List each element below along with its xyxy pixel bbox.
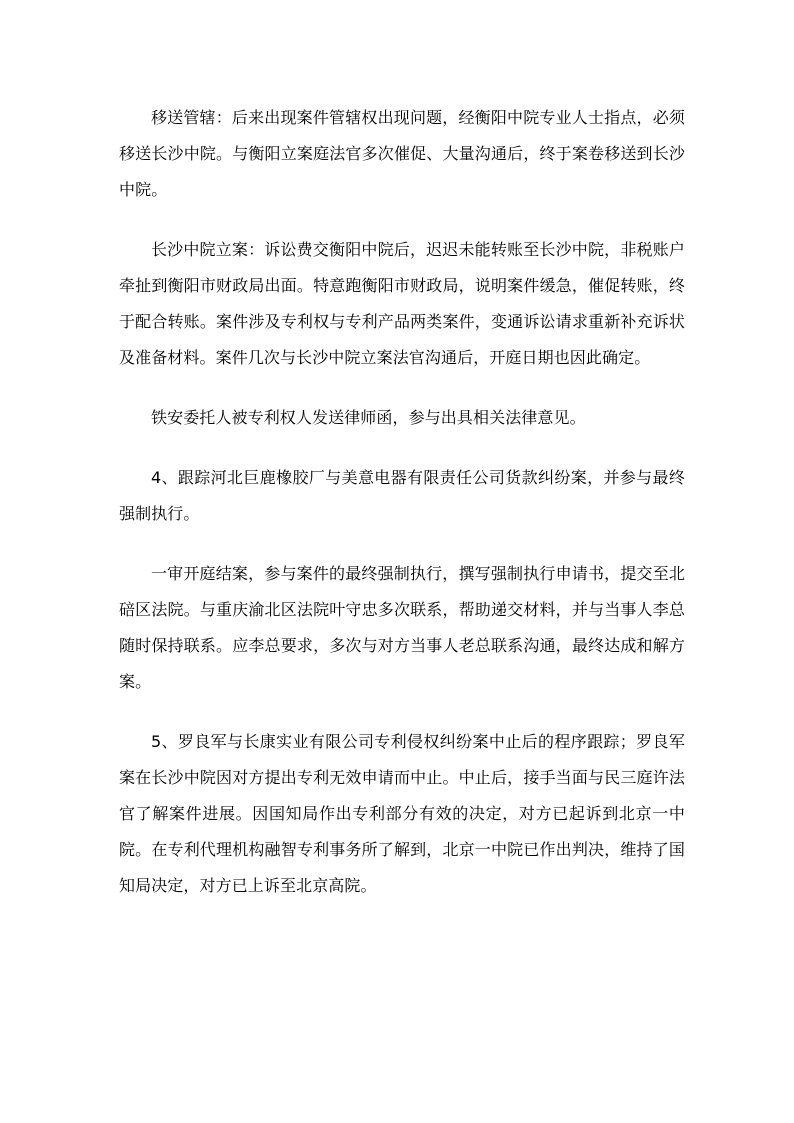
paragraph-item-5-patent-case: 5、罗良军与长康实业有限公司专利侵权纠纷案中止后的程序跟踪；罗良军案在长沙中院因对方提出专利无效申请而中止。中止后，接手当面与民三庭许法官了解案件进展。因国知局作出专利部分有效的决定，对方已起诉到北京一中院。在专利代理机构融智专利事务所了解到，北京一中院已作出判决，维持了国知局决定，对方已上诉至北京高院。 bbox=[119, 732, 685, 895]
paragraph-changsha-filing: 长沙中院立案：诉讼费交衡阳中院后，迟迟未能转账至长沙中院，非税账户牵扯到衡阳市财政局出面。特意跑衡阳市财政局，说明案件缓急，催促转账，终于配合转账。案件涉及专利权与专利产品两类案件，变通诉讼请求重新补充诉状及准备材料。案件几次与长沙中院立案法官沟通后，开庭日期也因此确定。 bbox=[119, 240, 685, 367]
document-body bbox=[119, 100, 685, 928]
paragraph-transfer-jurisdiction: 移送管辖：后来出现案件管辖权出现问题，经衡阳中院专业人士指点，必须移送长沙中院。与衡阳立案庭法官多次催促、大量沟通后，终于案卷移送到长沙中院。 bbox=[119, 108, 685, 199]
paragraph-tiean-legal-opinion: 铁安委托人被专利权人发送律师函，参与出具相关法律意见。 bbox=[151, 408, 586, 427]
paragraph-item-4-heading: 4、跟踪河北巨鹿橡胶厂与美意电器有限责任公司货款纠纷案，并参与最终强制执行。 bbox=[119, 468, 685, 523]
paragraph-enforcement: 一审开庭结案，参与案件的最终强制执行，撰写强制执行申请书，提交至北碚区法院。与重庆渝北区法院叶守忠多次联系，帮助递交材料，并与当事人李总随时保持联系。应李总要求，多次与对方当事人老总联系沟通，最终达成和解方案。 bbox=[119, 564, 685, 691]
